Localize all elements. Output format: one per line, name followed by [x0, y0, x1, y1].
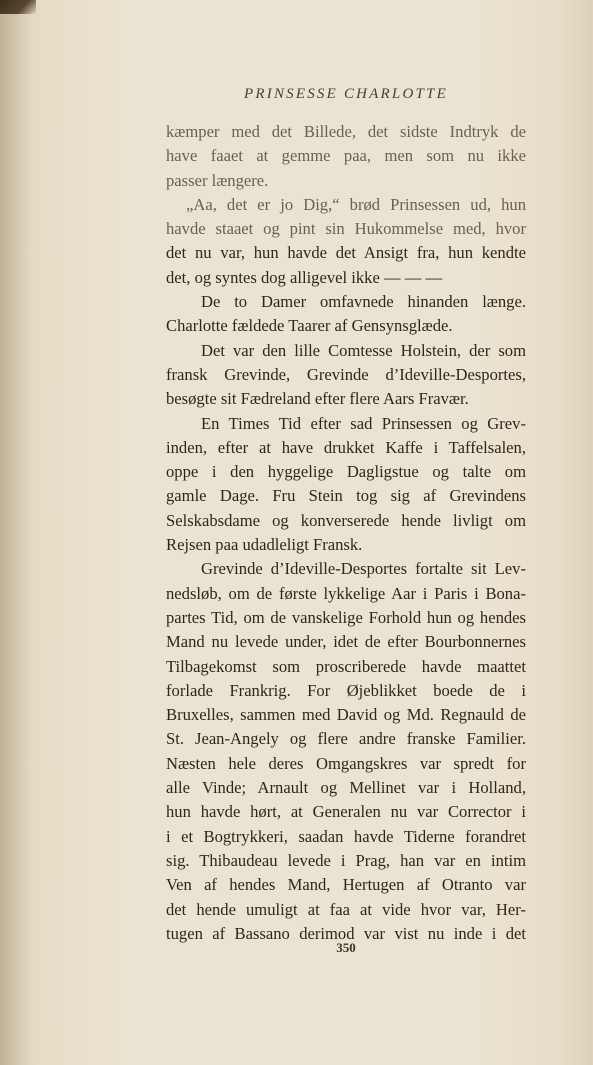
text-line: Rejsen paa udadleligt Fransk.: [166, 535, 363, 555]
text-line: Ven af hendes Mand, Hertugen af Otranto var: [166, 875, 526, 895]
text-line: havde staaet og pint sin Hukommelse med, hvor: [166, 219, 526, 239]
text-line: Grevinde d’Ideville-Desportes fortalte sit Lev-: [201, 559, 526, 579]
text-line: kæmper med det Billede, det sidste Indtryk de: [166, 122, 526, 141]
text-line: inden, efter at have drukket Kaffe i Taffelsalen,: [166, 437, 526, 457]
text-line: det hende umuligt at faa at vide hvor var, Her-: [166, 899, 526, 919]
text-line: Det var den lille Comtesse Holstein, der som: [201, 340, 526, 360]
body-text: [166, 120, 526, 946]
text-line: Tilbagekomst som proscriberede havde maattet: [166, 656, 526, 676]
running-header: PRINSESSE CHARLOTTE: [244, 86, 448, 102]
page-number: 350: [336, 940, 356, 955]
text-line: De to Damer omfavnede hinanden længe.: [201, 292, 526, 312]
text-line: Bruxelles, sammen med David og Md. Regnauld de: [166, 705, 526, 725]
text-line: Selskabsdame og konverserede hende livligt om: [166, 510, 526, 530]
text-line: partes Tid, om de vanskelige Forhold hun og hendes: [166, 607, 526, 627]
text-line: have faaet at gemme paa, men som nu ikke: [166, 146, 526, 166]
text-line: forlade Frankrig. For Øjeblikket boede de i: [166, 680, 526, 700]
text-line: tugen af Bassano derimod var vist nu inde i det: [166, 923, 526, 943]
text-line: gamle Dage. Fru Stein tog sig af Grevindens: [166, 486, 526, 506]
text-line: det nu var, hun havde det Ansigt fra, hun kendte: [166, 243, 526, 263]
text-line: det, og syntes dog alligevel ikke — — —: [166, 267, 443, 287]
text-line: hun havde hørt, at Generalen nu var Corrector i: [166, 802, 526, 822]
text-line: Næsten hele deres Omgangskres var spredt for: [166, 753, 526, 773]
corner-mark: [0, 0, 36, 14]
text-line: nedsløb, om de første lykkelige Aar i Paris i Bona-: [166, 583, 526, 603]
text-line: Mand nu levede under, idet de efter Bourbonnernes: [166, 632, 526, 652]
text-line: oppe i den hyggelige Dagligstue og talte om: [166, 462, 526, 482]
text-line: besøgte sit Fædreland efter flere Aars Fravær.: [166, 389, 469, 409]
text-line: fransk Grevinde, Grevinde d’Ideville-Desportes,: [166, 364, 526, 384]
text-line: sig. Thibaudeau levede i Prag, han var en intim: [166, 850, 526, 870]
gutter-shadow: [0, 0, 30, 1065]
text-line: alle Vinde; Arnault og Mellinet var i Holland,: [166, 778, 526, 798]
text-line: Charlotte fældede Taarer af Gensynsglæde.: [166, 316, 453, 336]
text-line: St. Jean-Angely og flere andre franske Familier.: [166, 729, 526, 749]
text-line: i et Bogtrykkeri, saadan havde Tiderne forandret: [166, 826, 526, 846]
text-line: En Times Tid efter sad Prinsessen og Grev-: [201, 413, 526, 433]
text-line: passer længere.: [166, 170, 269, 190]
text-line: „Aa, det er jo Dig,“ brød Prinsessen ud, hun: [186, 194, 526, 214]
